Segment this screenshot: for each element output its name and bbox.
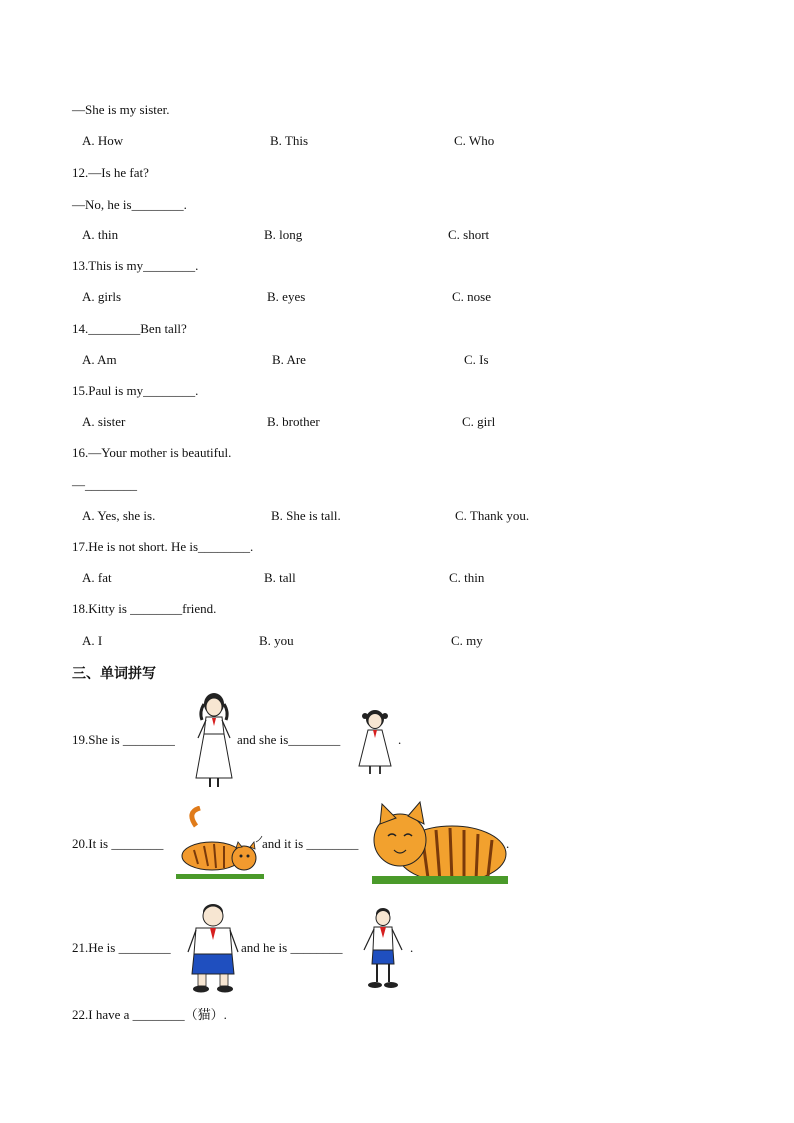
question-stem: —She is my sister.: [72, 102, 170, 117]
question-19-prefix: 19.She is ________: [72, 732, 175, 747]
question-19-suffix: .: [398, 732, 402, 747]
fat-boy-picture: [186, 902, 240, 994]
option-c: C. nose: [452, 289, 491, 304]
option-a: A. thin: [82, 227, 119, 242]
question-20-suffix: .: [506, 836, 510, 851]
option-b: B. This: [270, 133, 309, 148]
question-22-stem: 22.I have a ________（猫）.: [72, 1007, 227, 1022]
option-b: B. long: [264, 227, 303, 242]
option-c: C. thin: [449, 570, 485, 585]
question-14-stem: 14.________Ben tall?: [72, 321, 187, 336]
option-b: B. brother: [267, 414, 320, 429]
option-a: A. How: [82, 133, 124, 148]
question-20-middle: and it is ________: [262, 836, 359, 851]
question-19-middle: and she is________: [237, 732, 341, 747]
option-a: A. I: [82, 633, 103, 648]
section-heading: 三、单词拼写: [72, 666, 156, 682]
question-12-answer-line: —No, he is________.: [72, 197, 187, 212]
question-16-stem: 16.—Your mother is beautiful.: [72, 445, 232, 460]
option-c: C. Is: [464, 352, 489, 367]
option-c: C. Thank you.: [455, 508, 530, 523]
question-21-middle: and he is ________: [241, 940, 343, 955]
option-a: A. Yes, she is.: [82, 508, 156, 523]
question-17-stem: 17.He is not short. He is________.: [72, 539, 254, 554]
option-a: A. fat: [82, 570, 112, 585]
question-12-stem: 12.—Is he fat?: [72, 165, 149, 180]
option-a: A. Am: [82, 352, 117, 367]
option-b: B. you: [259, 633, 294, 648]
option-b: B. Are: [272, 352, 306, 367]
question-21-suffix: .: [410, 940, 414, 955]
option-a: A. girls: [82, 289, 121, 304]
question-18-stem: 18.Kitty is ________friend.: [72, 601, 217, 616]
question-13-stem: 13.This is my________.: [72, 258, 199, 273]
option-c: C. short: [448, 227, 490, 242]
question-20-prefix: 20.It is ________: [72, 836, 164, 851]
tall-girl-picture: [190, 690, 240, 790]
option-c: C. Who: [454, 133, 495, 148]
short-girl-picture: [355, 708, 397, 776]
question-15-stem: 15.Paul is my________.: [72, 383, 199, 398]
option-b: B. tall: [264, 570, 296, 585]
option-a: A. sister: [82, 414, 126, 429]
option-b: B. She is tall.: [271, 508, 341, 523]
question-16-answer-line: —________: [72, 477, 137, 492]
thin-boy-picture: [358, 906, 408, 992]
option-b: B. eyes: [267, 289, 306, 304]
option-c: C. girl: [462, 414, 496, 429]
thin-cat-picture: [176, 806, 264, 880]
question-21-prefix: 21.He is ________: [72, 940, 171, 955]
option-c: C. my: [451, 633, 483, 648]
fat-cat-picture: [372, 800, 508, 886]
